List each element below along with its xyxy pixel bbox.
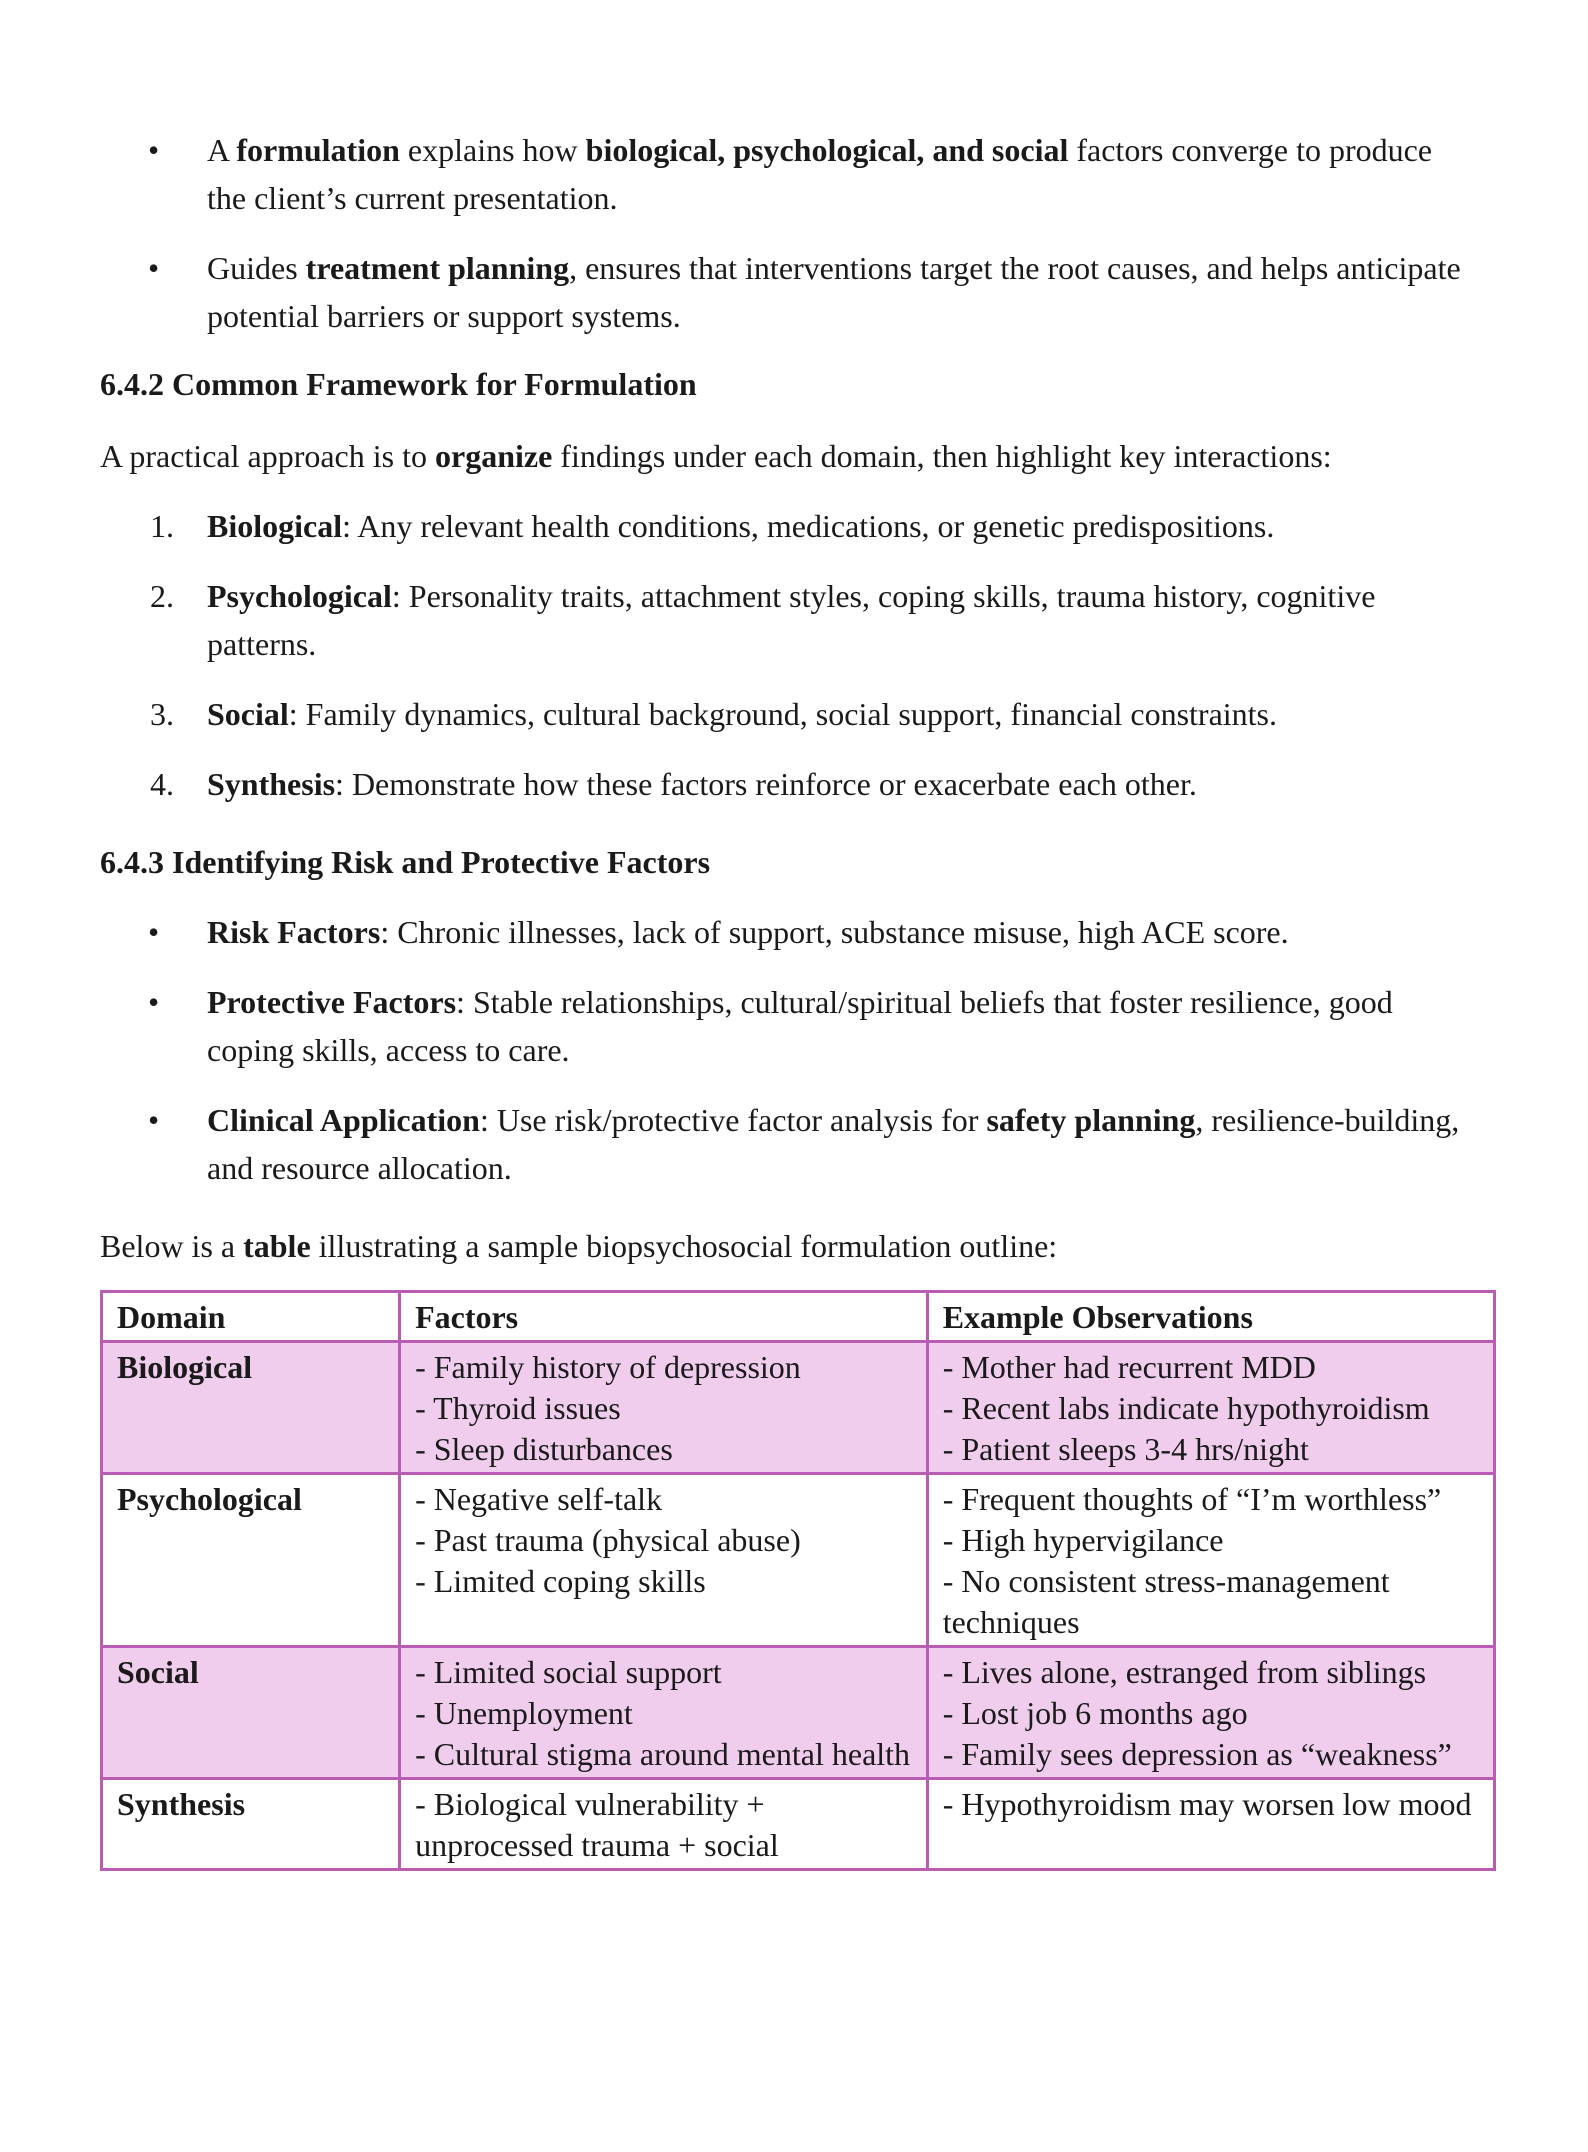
factor-line: - Cultural stigma around mental health	[415, 1736, 911, 1772]
bullet-segment: Protective Factors	[207, 984, 457, 1020]
bullet-segment: biological, psychological, and social	[585, 132, 1069, 168]
list-number: 4.	[150, 766, 174, 802]
factors-cell	[400, 1779, 928, 1870]
section-6-4-2-intro	[100, 432, 1500, 480]
factor-line: - Limited social support	[415, 1654, 722, 1690]
list-spacer	[0, 222, 1477, 244]
framework-numbered-list	[0, 502, 1477, 808]
list-spacer	[0, 956, 1477, 978]
table-row	[102, 1342, 1495, 1474]
examples-cell	[927, 1779, 1494, 1870]
table-intro-segment: table	[243, 1228, 311, 1264]
bullet-segment: , ensures that interventions target the root causes, and helps anticipate potential barriers or support systems.	[207, 250, 1461, 334]
intro-bullet-list	[0, 126, 1477, 340]
bullet-segment: A	[207, 132, 237, 168]
bullet-segment: explains how	[399, 132, 586, 168]
bullet-marker: •	[148, 1102, 160, 1138]
examples-cell	[927, 1647, 1494, 1779]
bullet-segment: : Chronic illnesses, lack of support, substance misuse, high ACE score.	[380, 914, 1289, 950]
domain-cell: Psychological	[102, 1474, 400, 1647]
factor-line: - Biological vulnerability + unprocessed trauma + social	[415, 1786, 779, 1863]
numbered-item	[0, 760, 1477, 808]
factor-line: - Thyroid issues	[415, 1390, 621, 1426]
item-text: : Family dynamics, cultural background, social support, financial constraints.	[288, 696, 1277, 732]
bullet-segment: Clinical Application	[207, 1102, 480, 1138]
example-line: - Lost job 6 months ago	[942, 1695, 1248, 1731]
bullet-item	[0, 908, 1477, 956]
header-domain: Domain	[102, 1292, 400, 1342]
bullet-segment: : Use risk/protective factor analysis for	[479, 1102, 987, 1138]
table-row	[102, 1474, 1495, 1647]
numbered-item	[0, 572, 1477, 668]
item-text: : Any relevant health conditions, medications, or genetic predispositions.	[342, 508, 1275, 544]
bullet-segment: , resilience-building, and resource allocation.	[207, 1102, 1460, 1186]
example-line: - Patient sleeps 3-4 hrs/night	[942, 1431, 1309, 1467]
example-line: - Frequent thoughts of “I’m worthless”	[942, 1481, 1442, 1517]
item-text: : Demonstrate how these factors reinforce or exacerbate each other.	[335, 766, 1197, 802]
factor-line: - Unemployment	[415, 1695, 633, 1731]
item-label: Social	[207, 696, 289, 732]
header-example-observations: Example Observations	[927, 1292, 1494, 1342]
bullet-marker: •	[148, 914, 160, 950]
bullet-item	[0, 126, 1477, 222]
bullet-item	[0, 978, 1477, 1074]
bullet-segment: Guides	[207, 250, 306, 286]
table-intro-paragraph	[100, 1222, 1500, 1270]
factor-line: - Sleep disturbances	[415, 1431, 673, 1467]
item-label: Synthesis	[207, 766, 336, 802]
example-line: - High hypervigilance	[942, 1522, 1224, 1558]
table-row	[102, 1647, 1495, 1779]
table-row	[102, 1779, 1495, 1870]
list-number: 1.	[150, 508, 174, 544]
factor-line: - Past trauma (physical abuse)	[415, 1522, 801, 1558]
list-spacer	[0, 1074, 1477, 1096]
intro-segment: findings under each domain, then highlight key interactions:	[552, 438, 1332, 474]
bullet-marker: •	[148, 132, 160, 168]
numbered-item	[0, 690, 1477, 738]
bullet-item	[0, 244, 1477, 340]
section-heading-6-4-3: 6.4.3 Identifying Risk and Protective Factors	[100, 844, 711, 880]
bullet-item	[0, 1096, 1477, 1192]
list-spacer	[0, 668, 1477, 690]
domain-cell: Synthesis	[102, 1779, 400, 1870]
item-label: Psychological	[207, 578, 392, 614]
header-factors: Factors	[400, 1292, 928, 1342]
bullet-segment: factors converge to produce the client’s current presentation.	[207, 132, 1433, 216]
factor-line: - Negative self-talk	[415, 1481, 663, 1517]
factor-line: - Limited coping skills	[415, 1563, 706, 1599]
example-line: - Recent labs indicate hypothyroidism	[942, 1390, 1430, 1426]
table-body	[102, 1342, 1495, 1870]
bullet-segment: safety planning	[986, 1102, 1196, 1138]
factors-cell	[400, 1647, 928, 1779]
list-spacer	[0, 738, 1477, 760]
bullet-marker: •	[148, 984, 160, 1020]
table-intro-segment: Below is a	[100, 1228, 244, 1264]
section-heading-6-4-2: 6.4.2 Common Framework for Formulation	[100, 366, 697, 402]
example-line: - Mother had recurrent MDD	[942, 1349, 1316, 1385]
bullet-segment: : Stable relationships, cultural/spiritual beliefs that foster resilience, good coping skills, access to care.	[207, 984, 1393, 1068]
formulation-table	[100, 1290, 1496, 1871]
list-number: 2.	[150, 578, 174, 614]
item-label: Biological	[207, 508, 343, 544]
intro-segment: organize	[434, 438, 553, 474]
list-number: 3.	[150, 696, 174, 732]
bullet-segment: Risk Factors	[207, 914, 381, 950]
factors-cell	[400, 1342, 928, 1474]
examples-cell	[927, 1474, 1494, 1647]
table-intro-segment: illustrating a sample biopsychosocial formulation outline:	[310, 1228, 1058, 1264]
risk-protective-bullet-list	[0, 908, 1477, 1192]
factor-line: - Family history of depression	[415, 1349, 801, 1385]
bullet-marker: •	[148, 250, 160, 286]
intro-segment: A practical approach is to	[100, 438, 435, 474]
example-line: - Lives alone, estranged from siblings	[942, 1654, 1427, 1690]
domain-cell: Social	[102, 1647, 400, 1779]
bullet-segment: treatment planning	[305, 250, 570, 286]
list-spacer	[0, 550, 1477, 572]
example-line: - No consistent stress-management techniques	[942, 1563, 1390, 1640]
item-text: : Personality traits, attachment styles, coping skills, trauma history, cognitive patterns.	[207, 578, 1376, 662]
examples-cell	[927, 1342, 1494, 1474]
example-line: - Family sees depression as “weakness”	[942, 1736, 1452, 1772]
domain-cell: Biological	[102, 1342, 400, 1474]
example-line: - Hypothyroidism may worsen low mood	[942, 1786, 1472, 1822]
numbered-item	[0, 502, 1477, 550]
bullet-segment: formulation	[236, 132, 400, 168]
table-header-row	[102, 1292, 1495, 1342]
factors-cell	[400, 1474, 928, 1647]
